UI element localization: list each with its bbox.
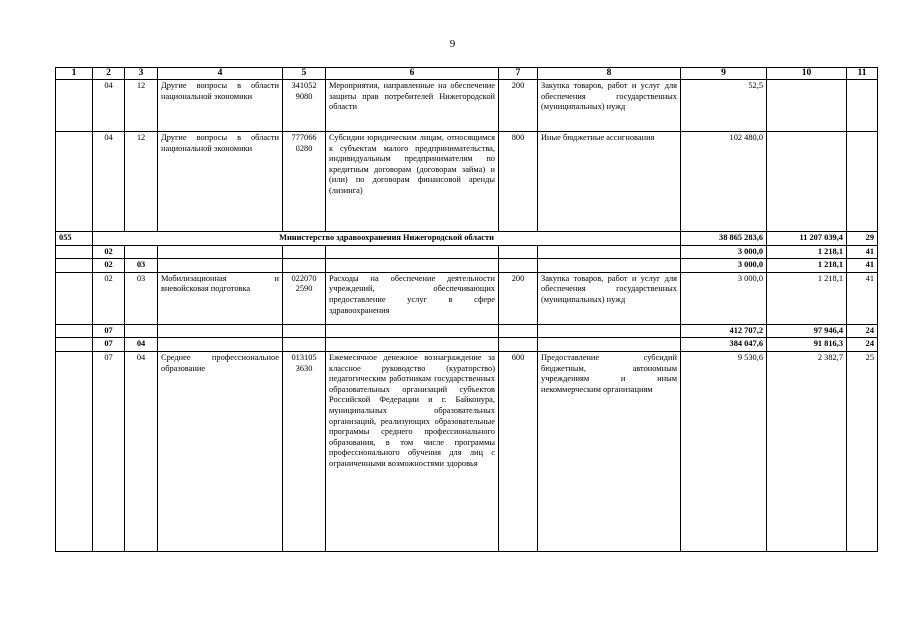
subsection-code-cell: 12 [125, 132, 158, 232]
subsection-name-cell: Среднее профессиональное образование [158, 351, 283, 551]
percent-cell: 24 [847, 324, 878, 338]
column-header: 6 [326, 68, 499, 80]
column-header: 9 [681, 68, 767, 80]
subsection-code-cell: 12 [125, 80, 158, 132]
target-code-cell: 777066 0280 [283, 132, 326, 232]
section-code-cell: 04 [93, 132, 125, 232]
plan-amount-cell: 52,5 [681, 80, 767, 132]
subsection-code-cell [125, 245, 158, 259]
percent-cell [847, 80, 878, 132]
table-row [56, 351, 878, 551]
plan-amount-cell: 412 707,2 [681, 324, 767, 338]
plan-amount-cell: 3 000,0 [681, 272, 767, 324]
section-code-cell: 07 [93, 324, 125, 338]
actual-amount-cell: 91 816,3 [767, 338, 847, 352]
actual-amount-cell: 1 218,1 [767, 272, 847, 324]
percent-cell: 41 [847, 259, 878, 273]
plan-amount-cell: 102 480,0 [681, 132, 767, 232]
column-header: 10 [767, 68, 847, 80]
table-row [56, 132, 878, 232]
subsection-code-cell: 04 [125, 351, 158, 551]
table-row [56, 272, 878, 324]
target-code-cell: 341052 9080 [283, 80, 326, 132]
expense-type-code-cell: 200 [499, 80, 538, 132]
section-code-cell: 04 [93, 80, 125, 132]
column-header: 2 [93, 68, 125, 80]
percent-cell: 24 [847, 338, 878, 352]
table-header-row [56, 68, 878, 80]
column-header: 1 [56, 68, 93, 80]
section-code-cell: 02 [93, 245, 125, 259]
target-code-cell: 022070 2590 [283, 272, 326, 324]
page-number: 9 [449, 38, 456, 50]
ministry-title: Министерство здравоохранения Нижегородской области [93, 232, 681, 246]
subsection-code-cell: 04 [125, 338, 158, 352]
percent-cell: 29 [847, 232, 878, 246]
actual-amount-cell: 1 218,1 [767, 245, 847, 259]
actual-amount-cell: 11 207 039,4 [767, 232, 847, 246]
budget-table [55, 67, 878, 552]
section-code-cell: 02 [93, 259, 125, 273]
subsection-row [56, 259, 878, 273]
column-header: 5 [283, 68, 326, 80]
subsection-code-cell: 03 [125, 259, 158, 273]
section-row [56, 324, 878, 338]
expense-type-name-cell: Предоставление субсидий бюджетным, автономным учреждениям и иным некоммерческим организациям [538, 351, 681, 551]
target-name-cell: Ежемесячное денежное вознаграждение за классное руководство (кураторство) педагогическим работникам государственных образовательных организаций субъектов Российской Федерации и г. Байконура, муниципальных образовательных организаций, реализующих образовательные программы среднего профессионального образования, в том числе программы профессионального обучения для лиц с ограниченными возможностями здоровья [326, 351, 499, 551]
percent-cell: 41 [847, 245, 878, 259]
target-code-cell: 013105 3630 [283, 351, 326, 551]
admin-code-cell [56, 351, 93, 551]
table-row [56, 80, 878, 132]
actual-amount-cell: 97 946,4 [767, 324, 847, 338]
percent-cell: 41 [847, 272, 878, 324]
subsection-name-cell: Мобилизационная и вневойсковая подготовка [158, 272, 283, 324]
plan-amount-cell: 3 000,0 [681, 259, 767, 273]
expense-type-code-cell: 200 [499, 272, 538, 324]
plan-amount-cell: 9 530,6 [681, 351, 767, 551]
admin-code-cell [56, 132, 93, 232]
plan-amount-cell: 3 000,0 [681, 245, 767, 259]
section-row [56, 245, 878, 259]
percent-cell [847, 132, 878, 232]
column-header: 8 [538, 68, 681, 80]
expense-type-name-cell: Иные бюджетные ассигнования [538, 132, 681, 232]
plan-amount-cell: 384 047,6 [681, 338, 767, 352]
section-code-cell: 07 [93, 351, 125, 551]
admin-code-cell [56, 272, 93, 324]
subsection-code-cell [125, 324, 158, 338]
actual-amount-cell: 2 382,7 [767, 351, 847, 551]
admin-code-cell: 055 [56, 232, 93, 246]
expense-type-name-cell: Закупка товаров, работ и услуг для обеспечения государственных (муниципальных) нужд [538, 272, 681, 324]
section-code-cell: 07 [93, 338, 125, 352]
plan-amount-cell: 38 865 283,6 [681, 232, 767, 246]
target-name-cell: Субсидии юридическим лицам, относящимся к субъектам малого предпринимательства, индивидуальным предпринимателям по кредитным договорам (договорам займа) и (или) по договорам финансовой аренды (лизинга) [326, 132, 499, 232]
actual-amount-cell [767, 80, 847, 132]
subsection-code-cell: 03 [125, 272, 158, 324]
subsection-name-cell: Другие вопросы в области национальной экономики [158, 80, 283, 132]
column-header: 4 [158, 68, 283, 80]
percent-cell: 25 [847, 351, 878, 551]
target-name-cell: Мероприятия, направленные на обеспечение защиты прав потребителей Нижегородской области [326, 80, 499, 132]
subsection-name-cell: Другие вопросы в области национальной экономики [158, 132, 283, 232]
actual-amount-cell [767, 132, 847, 232]
column-header: 7 [499, 68, 538, 80]
expense-type-code-cell: 600 [499, 351, 538, 551]
ministry-row [56, 232, 878, 246]
column-header: 3 [125, 68, 158, 80]
expense-type-code-cell: 800 [499, 132, 538, 232]
section-code-cell: 02 [93, 272, 125, 324]
admin-code-cell [56, 80, 93, 132]
column-header: 11 [847, 68, 878, 80]
expense-type-name-cell: Закупка товаров, работ и услуг для обеспечения государственных (муниципальных) нужд [538, 80, 681, 132]
target-name-cell: Расходы на обеспечение деятельности учреждений, обеспечивающих предоставление услуг в сфере здравоохранения [326, 272, 499, 324]
subsection-row [56, 338, 878, 352]
actual-amount-cell: 1 218,1 [767, 259, 847, 273]
